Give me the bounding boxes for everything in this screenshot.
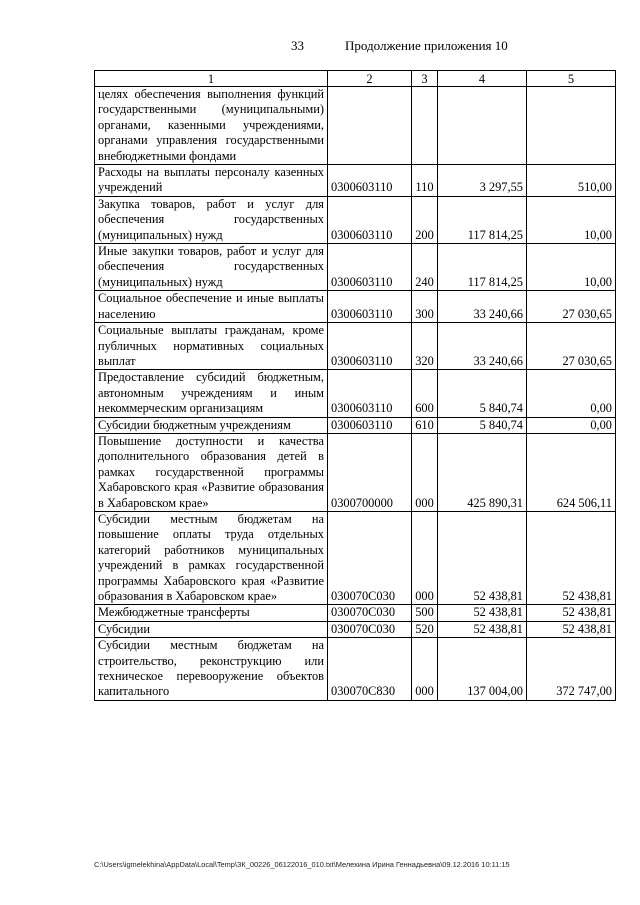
- target-code-cell: 0300603110: [328, 417, 412, 433]
- expense-type-cell: 000: [412, 433, 438, 511]
- expense-type-cell: 500: [412, 605, 438, 621]
- item-name-cell: Социальные выплаты гражданам, кроме публичных нормативных социальных выплат: [95, 323, 328, 370]
- amount-year2-cell: 372 747,00: [527, 638, 616, 701]
- expense-type-cell: 200: [412, 196, 438, 243]
- table-row: [95, 244, 616, 291]
- column-header: 1: [95, 71, 328, 87]
- table-row: [95, 370, 616, 417]
- target-code-cell: 030070С030: [328, 605, 412, 621]
- expense-type-cell: 320: [412, 323, 438, 370]
- amount-year1-cell: 52 438,81: [438, 511, 527, 604]
- item-name-cell: Повышение доступности и качества дополнительного образования детей в рамках государственной программы Хабаровского края «Развитие образования в Хабаровском крае»: [95, 433, 328, 511]
- amount-year1-cell: 117 814,25: [438, 244, 527, 291]
- amount-year1-cell: 117 814,25: [438, 196, 527, 243]
- expense-type-cell: 110: [412, 165, 438, 197]
- item-name-cell: Предоставление субсидий бюджетным, автономным учреждениям и иным некоммерческим организациям: [95, 370, 328, 417]
- item-name-cell: Субсидии местным бюджетам на повышение оплаты труда отдельных категорий работников муниципальных учреждений в рамках государственной программы Хабаровского края «Развитие образования в Хабаровском крае»: [95, 511, 328, 604]
- table-row: [95, 605, 616, 621]
- amount-year1-cell: 425 890,31: [438, 433, 527, 511]
- table-row: [95, 638, 616, 701]
- table-header-row: [95, 71, 616, 87]
- item-name-cell: Субсидии бюджетным учреждениям: [95, 417, 328, 433]
- table-row: [95, 433, 616, 511]
- item-name-cell: Социальное обеспечение и иные выплаты населению: [95, 291, 328, 323]
- target-code-cell: 0300700000: [328, 433, 412, 511]
- amount-year2-cell: 10,00: [527, 244, 616, 291]
- column-header: 4: [438, 71, 527, 87]
- amount-year2-cell: 0,00: [527, 370, 616, 417]
- expense-type-cell: 000: [412, 511, 438, 604]
- target-code-cell: 0300603110: [328, 244, 412, 291]
- expense-type-cell: 300: [412, 291, 438, 323]
- budget-table: [94, 70, 616, 701]
- target-code-cell: 0300603110: [328, 196, 412, 243]
- appendix-title: Продолжение приложения 10: [345, 38, 508, 53]
- expense-type-cell: 240: [412, 244, 438, 291]
- amount-year1-cell: 52 438,81: [438, 621, 527, 637]
- item-name-cell: целях обеспечения выполнения функций государственными (муниципальными) органами, казенными учреждениями, органами управления государственными внебюджетными фондами: [95, 87, 328, 165]
- target-code-cell: 0300603110: [328, 291, 412, 323]
- file-path-footer: C:\Users\igmelekhina\AppData\Local\Temp\ЗК_00226_06122016_010.txt\Мелехина Ирина Геннадьевна\09.12.2016 10:11:15: [94, 860, 510, 869]
- target-code-cell: 030070С030: [328, 511, 412, 604]
- amount-year1-cell: [438, 87, 527, 165]
- amount-year2-cell: 52 438,81: [527, 605, 616, 621]
- amount-year1-cell: 52 438,81: [438, 605, 527, 621]
- expense-type-cell: 000: [412, 638, 438, 701]
- expense-type-cell: 600: [412, 370, 438, 417]
- item-name-cell: Субсидии: [95, 621, 328, 637]
- amount-year1-cell: 5 840,74: [438, 370, 527, 417]
- page-header: [0, 38, 640, 56]
- table-row: [95, 417, 616, 433]
- item-name-cell: Расходы на выплаты персоналу казенных учреждений: [95, 165, 328, 197]
- item-name-cell: Иные закупки товаров, работ и услуг для обеспечения государственных (муниципальных) нужд: [95, 244, 328, 291]
- expense-type-cell: 610: [412, 417, 438, 433]
- table-row: [95, 621, 616, 637]
- amount-year1-cell: 3 297,55: [438, 165, 527, 197]
- amount-year2-cell: 27 030,65: [527, 323, 616, 370]
- target-code-cell: [328, 87, 412, 165]
- table-row: [95, 196, 616, 243]
- table-row: [95, 165, 616, 197]
- amount-year1-cell: 137 004,00: [438, 638, 527, 701]
- page-number: 33: [291, 38, 304, 53]
- target-code-cell: 030070С030: [328, 621, 412, 637]
- target-code-cell: 030070С830: [328, 638, 412, 701]
- amount-year2-cell: [527, 87, 616, 165]
- target-code-cell: 0300603110: [328, 370, 412, 417]
- amount-year1-cell: 33 240,66: [438, 323, 527, 370]
- table-body: [95, 87, 616, 701]
- amount-year2-cell: 10,00: [527, 196, 616, 243]
- target-code-cell: 0300603110: [328, 165, 412, 197]
- table-row: [95, 511, 616, 604]
- item-name-cell: Межбюджетные трансферты: [95, 605, 328, 621]
- amount-year2-cell: 510,00: [527, 165, 616, 197]
- expense-type-cell: 520: [412, 621, 438, 637]
- table-row: [95, 291, 616, 323]
- column-header: 2: [328, 71, 412, 87]
- expense-type-cell: [412, 87, 438, 165]
- table-row: [95, 87, 616, 165]
- amount-year2-cell: 0,00: [527, 417, 616, 433]
- amount-year1-cell: 5 840,74: [438, 417, 527, 433]
- amount-year1-cell: 33 240,66: [438, 291, 527, 323]
- item-name-cell: Субсидии местным бюджетам на строительство, реконструкцию или техническое перевооружение объектов капитального: [95, 638, 328, 701]
- amount-year2-cell: 27 030,65: [527, 291, 616, 323]
- amount-year2-cell: 52 438,81: [527, 511, 616, 604]
- table-row: [95, 323, 616, 370]
- item-name-cell: Закупка товаров, работ и услуг для обеспечения государственных (муниципальных) нужд: [95, 196, 328, 243]
- target-code-cell: 0300603110: [328, 323, 412, 370]
- column-header: 3: [412, 71, 438, 87]
- column-header: 5: [527, 71, 616, 87]
- amount-year2-cell: 52 438,81: [527, 621, 616, 637]
- amount-year2-cell: 624 506,11: [527, 433, 616, 511]
